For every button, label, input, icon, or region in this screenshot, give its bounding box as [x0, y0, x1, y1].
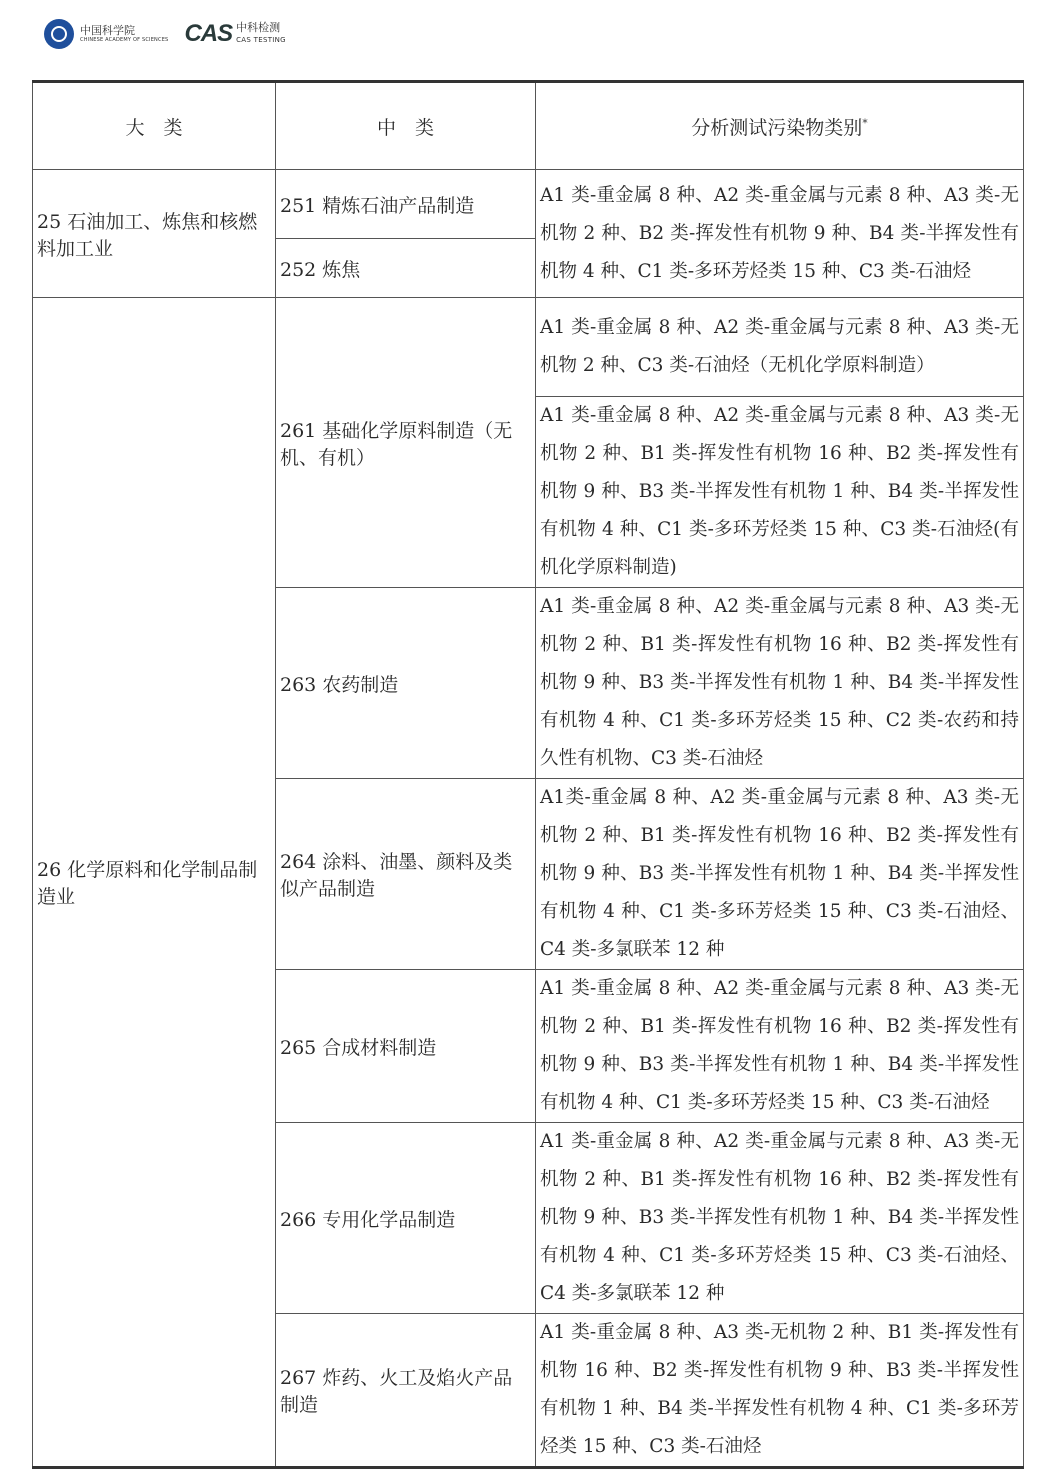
analysis-category-cell: A1 类-重金属 8 种、A2 类-重金属与元素 8 种、A3 类-无机物 2 种、B1 类-挥发性有机物 16 种、B2 类-挥发性有机物 9 种、B3 类-半挥发性有机物 1 种、B4 类-半挥发性有机物 4 种、C1 类-多环芳烃类 15 种、C3 类-石油烃(有机化学原料制造) [536, 397, 1024, 588]
major-category-cell: 25 石油加工、炼焦和核燃料加工业 [33, 170, 276, 298]
middle-category-cell: 264 涂料、油墨、颜料及类似产品制造 [276, 779, 536, 970]
cas-logo-name: 中国科学院 [80, 24, 135, 37]
analysis-category-cell: A1 类-重金属 8 种、A2 类-重金属与元素 8 种、A3 类-无机物 2 种、C3 类-石油烃（无机化学原料制造） [536, 298, 1024, 397]
middle-category-cell: 251 精炼石油产品制造 [276, 170, 536, 239]
major-category-cell: 26 化学原料和化学制品制造业 [33, 298, 276, 1468]
header-analysis-category [536, 82, 1024, 170]
middle-category-cell: 265 合成材料制造 [276, 970, 536, 1123]
cas-testing-logo [184, 20, 285, 48]
cas-testing-name: 中科检测 [236, 21, 281, 34]
cas-testing-subtitle: CAS TESTING [236, 36, 286, 44]
header-analysis-label: 分析测试污染物类别 [691, 116, 863, 139]
analysis-category-cell: A1 类-重金属 8 种、A2 类-重金属与元素 8 种、A3 类-无机物 2 种、B1 类-挥发性有机物 16 种、B2 类-挥发性有机物 9 种、B3 类-半挥发性有机物 1 种、B4 类-半挥发性有机物 4 种、C1 类-多环芳烃类 15 种、C3 类-石油烃、C4 类-多氯联苯 12 种 [536, 1123, 1024, 1314]
middle-category-cell: 263 农药制造 [276, 588, 536, 779]
analysis-category-cell: A1 类-重金属 8 种、A2 类-重金属与元素 8 种、A3 类-无机物 2 种、B1 类-挥发性有机物 16 种、B2 类-挥发性有机物 9 种、B3 类-半挥发性有机物 1 种、B4 类-半挥发性有机物 4 种、C1 类-多环芳烃类 15 种、C2 类-农药和持久性有机物、C3 类-石油烃 [536, 588, 1024, 779]
middle-category-cell: 267 炸药、火工及焰火产品制造 [276, 1314, 536, 1468]
analysis-category-cell: A1类-重金属 8 种、A2 类-重金属与元素 8 种、A3 类-无机物 2 种、B1 类-挥发性有机物 16 种、B2 类-挥发性有机物 9 种、B3 类-半挥发性有机物 1 种、B4 类-半挥发性有机物 4 种、C1 类-多环芳烃类 15 种、C3 类-石油烃、C4 类-多氯联苯 12 种 [536, 779, 1024, 970]
table-row [33, 298, 1024, 397]
header-middle-category: 中 类 [276, 82, 536, 170]
middle-category-cell: 261 基础化学原料制造（无机、有机） [276, 298, 536, 588]
middle-category-cell: 266 专用化学品制造 [276, 1123, 536, 1314]
pollutant-category-table [32, 80, 1024, 1469]
cas-logo-subtitle: CHINESE ACADEMY OF SCIENCES [80, 37, 169, 43]
header-major-category: 大 类 [33, 82, 276, 170]
analysis-category-cell: A1 类-重金属 8 种、A2 类-重金属与元素 8 种、A3 类-无机物 2 种、B2 类-挥发性有机物 9 种、B4 类-半挥发性有机物 4 种、C1 类-多环芳烃类 15 种、C3 类-石油烃 [536, 170, 1024, 298]
cas-emblem-logo [44, 19, 74, 49]
cas-logo-text [80, 25, 168, 43]
analysis-category-cell: A1 类-重金属 8 种、A2 类-重金属与元素 8 种、A3 类-无机物 2 种、B1 类-挥发性有机物 16 种、B2 类-挥发性有机物 9 种、B3 类-半挥发性有机物 1 种、B4 类-半挥发性有机物 4 种、C1 类-多环芳烃类 15 种、C3 类-石油烃 [536, 970, 1024, 1123]
table-row [33, 170, 1024, 239]
page-header [44, 14, 286, 54]
analysis-category-cell: A1 类-重金属 8 种、A3 类-无机物 2 种、B1 类-挥发性有机物 16 种、B2 类-挥发性有机物 9 种、B3 类-半挥发性有机物 1 种、B4 类-半挥发性有机物 4 种、C1 类-多环芳烃类 15 种、C3 类-石油烃 [536, 1314, 1024, 1468]
cas-testing-mark: CAS [184, 20, 233, 47]
middle-category-cell: 252 炼焦 [276, 239, 536, 298]
table-header-row [33, 82, 1024, 170]
header-note-mark: * [862, 116, 868, 130]
